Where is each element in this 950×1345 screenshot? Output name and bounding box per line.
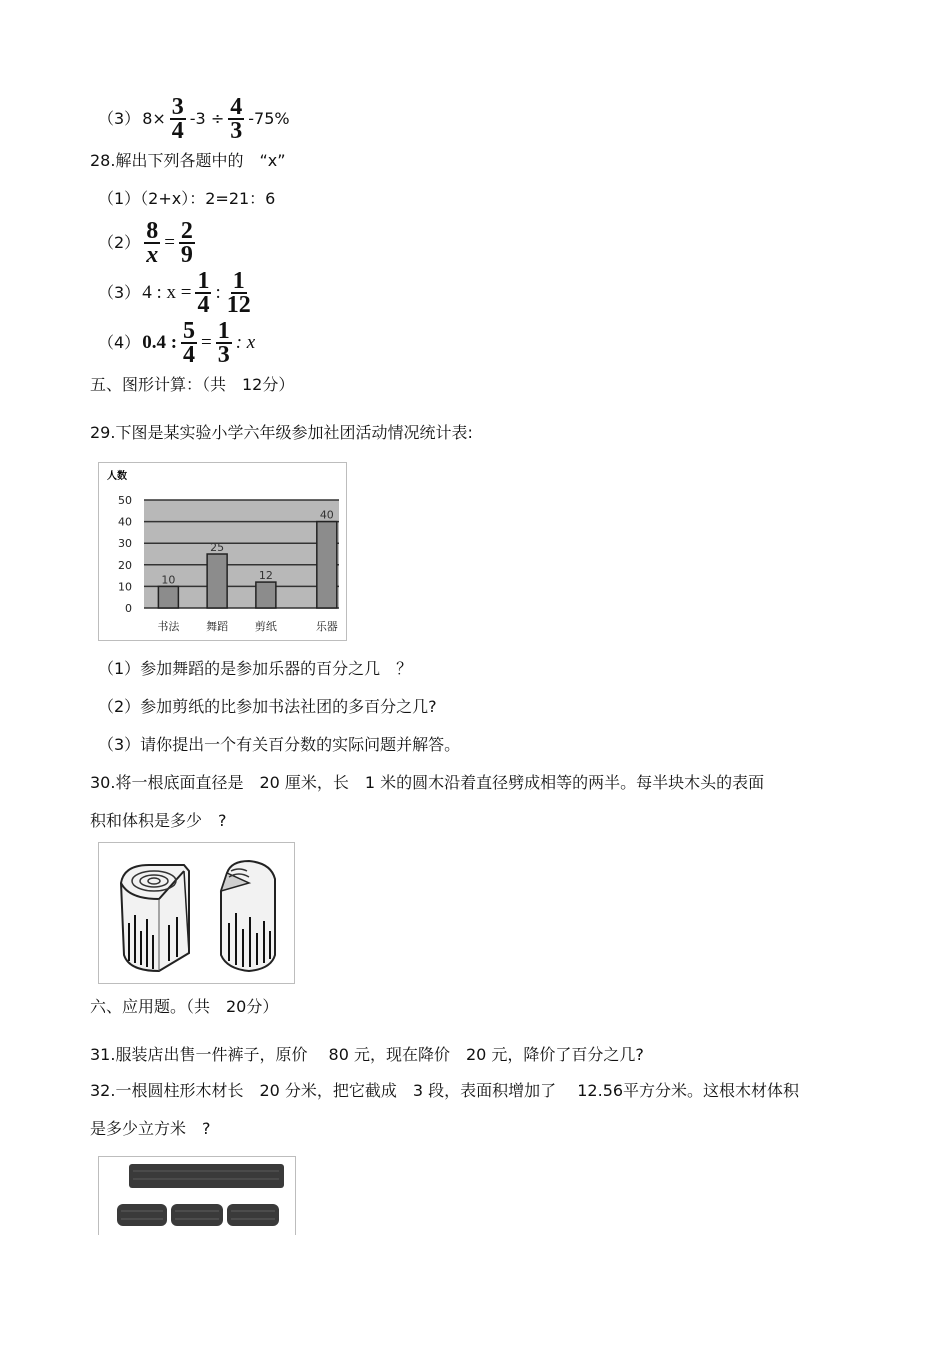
- expression-text: 0.4 :: [142, 332, 178, 353]
- y-tick-label: 10: [118, 580, 132, 594]
- denominator: 12: [226, 292, 251, 318]
- whole-cylinder: [129, 1164, 284, 1188]
- left-half-log: [121, 865, 189, 971]
- q29-sub1: （1）参加舞蹈的是参加乐器的百分之几 ？: [98, 659, 413, 678]
- expression-text: 4 : x =: [142, 282, 192, 303]
- q28-title: 28.解出下列各题中的 “x”: [90, 151, 286, 170]
- item-label: （4）: [98, 333, 141, 352]
- fraction: [225, 270, 253, 316]
- y-tick-label: 0: [125, 602, 132, 615]
- bar-乐器: [317, 522, 337, 608]
- q28-part3: [98, 270, 255, 316]
- equals-sign: =: [164, 232, 175, 253]
- q29-sub3: （3）请你提出一个有关百分数的实际问题并解答。: [98, 735, 461, 754]
- y-axis-label: 人数: [107, 471, 127, 482]
- fraction: [228, 96, 244, 142]
- fraction: [179, 220, 195, 266]
- expression-text: -75%: [248, 109, 290, 128]
- cylinder-piece-3: [227, 1204, 279, 1226]
- numerator: 8: [146, 218, 159, 244]
- item-label: （3）: [98, 109, 141, 128]
- denominator: 3: [230, 118, 243, 144]
- numerator: 4: [230, 94, 243, 120]
- q32-line1: 32.一根圆柱形木材长 20 分米，把它截成 3 段，表面积增加了 12.56平方分米。这根木材体积: [90, 1081, 800, 1100]
- cylinder-pieces-drawing: [99, 1157, 295, 1235]
- item-label: （2）: [98, 233, 141, 252]
- item-label: （3）: [98, 283, 141, 302]
- x-category-label: 书法: [157, 620, 180, 633]
- x-category-label: 乐器: [315, 620, 338, 633]
- fraction: [195, 270, 211, 316]
- fraction: [144, 220, 160, 266]
- cylinder-piece-1: [117, 1204, 167, 1226]
- bar-data-label: 12: [258, 569, 273, 583]
- ratio-sign: :: [215, 282, 221, 303]
- numerator: 1: [217, 318, 230, 344]
- numerator: 1: [197, 268, 210, 294]
- bar-data-label: 10: [161, 573, 176, 587]
- y-tick-label: 40: [118, 515, 132, 529]
- bar-书法: [158, 586, 178, 608]
- right-half-log: [221, 861, 275, 971]
- expression-text: 8×: [142, 109, 166, 128]
- fraction: [216, 320, 232, 366]
- cylinder-piece-2: [171, 1204, 223, 1226]
- fraction: [181, 320, 197, 366]
- x-category-label: 剪纸: [254, 620, 277, 633]
- denominator: 3: [217, 342, 230, 368]
- numerator: 3: [171, 94, 184, 120]
- q27-part3: [98, 96, 290, 142]
- q28-part2: [98, 220, 197, 266]
- numerator: 1: [232, 268, 245, 294]
- split-log-illustration: [98, 842, 295, 984]
- q28-part4: [98, 320, 255, 366]
- y-tick-label: 30: [118, 537, 132, 551]
- denominator: 4: [183, 342, 196, 368]
- section-6-heading: 六、应用题。（共 20分）: [90, 997, 279, 1016]
- section-5-heading: 五、图形计算：（共 12分）: [90, 375, 295, 394]
- denominator: 4: [197, 292, 210, 318]
- equals-sign: =: [201, 332, 212, 353]
- bar-data-label: 25: [210, 541, 225, 554]
- bar-chart: [99, 463, 346, 640]
- denominator: 4: [171, 118, 184, 144]
- denominator: 9: [180, 242, 193, 268]
- denominator: x: [146, 242, 159, 268]
- bar-舞蹈: [207, 554, 227, 608]
- bar-chart-figure: [98, 462, 347, 641]
- q30-line1: 30.将一根底面直径是 20 厘米，长 1 米的圆木沿着直径劈成相等的两半。每半块木头的表面: [90, 773, 765, 792]
- expression-text: -3 ÷: [189, 109, 225, 128]
- half-log-drawing: [99, 843, 294, 983]
- numerator: 5: [183, 318, 196, 344]
- numerator: 2: [180, 218, 193, 244]
- q32-line2: 是多少立方米 ?: [90, 1119, 211, 1138]
- bar-data-label: 40: [319, 508, 334, 522]
- bar-剪纸: [256, 582, 276, 608]
- q29-title: 29.下图是某实验小学六年级参加社团活动情况统计表:: [90, 423, 473, 442]
- q31-text: 31.服装店出售一件裤子，原价 80 元，现在降价 20 元，降价了百分之几?: [90, 1045, 644, 1064]
- cut-cylinder-illustration: [98, 1156, 296, 1235]
- fraction: [170, 96, 186, 142]
- expression-text: : x: [235, 332, 256, 353]
- y-tick-label: 20: [118, 558, 132, 572]
- q30-line2: 积和体积是多少 ?: [90, 811, 227, 830]
- q29-sub2: （2）参加剪纸的比参加书法社团的多百分之几?: [98, 697, 437, 716]
- q28-part1: （1）（2+x）：2=21：6: [98, 189, 276, 208]
- x-category-label: 舞蹈: [206, 620, 229, 633]
- y-tick-label: 50: [118, 494, 132, 507]
